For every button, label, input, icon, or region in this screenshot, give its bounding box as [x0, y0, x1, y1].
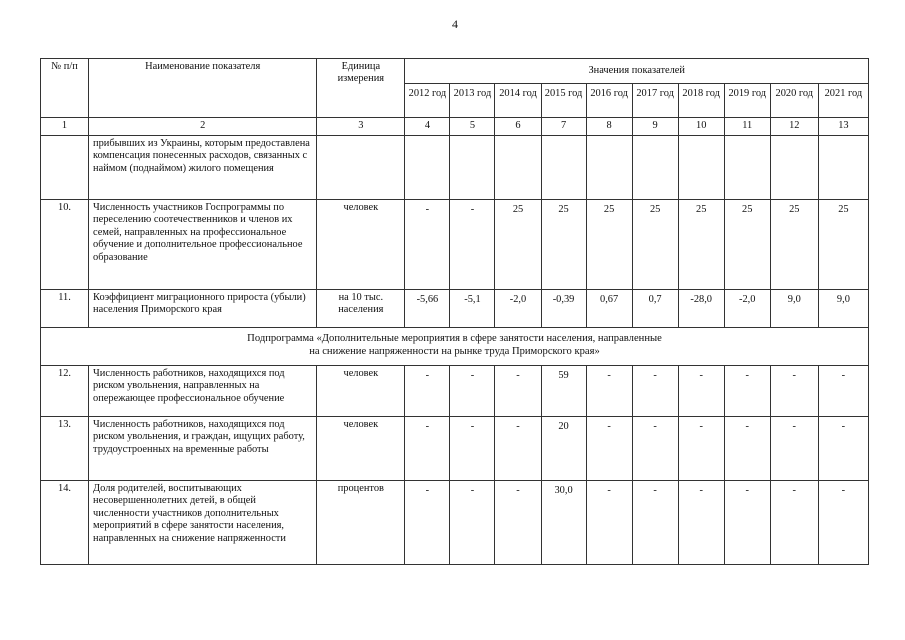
value-cell: -	[770, 366, 818, 417]
value-cell: -	[405, 481, 450, 565]
value-cell: -	[405, 417, 450, 481]
value-cell: -5,66	[405, 290, 450, 328]
column-index: 6	[495, 118, 541, 136]
value-cell: 9,0	[818, 290, 868, 328]
value-cell	[818, 136, 868, 200]
value-cell: -	[818, 417, 868, 481]
value-cell: 0,67	[586, 290, 632, 328]
value-cell: -	[450, 481, 495, 565]
value-cell: -	[724, 481, 770, 565]
header-year: 2012 год	[405, 84, 450, 118]
value-cell: -2,0	[495, 290, 541, 328]
value-cell	[770, 136, 818, 200]
unit: процентов	[317, 481, 405, 565]
value-cell: 20	[541, 417, 586, 481]
indicator-name: Численность работников, находящихся под риском увольнения, направленных на опережающее профессиональное обучение	[89, 366, 317, 417]
indicator-name: Численность работников, находящихся под риском увольнения, и граждан, ищущих работу, трудоустроенных на временные работы	[89, 417, 317, 481]
value-cell: -	[495, 366, 541, 417]
column-index: 9	[632, 118, 678, 136]
value-cell: 25	[632, 200, 678, 290]
value-cell: 25	[818, 200, 868, 290]
value-cell	[541, 136, 586, 200]
column-index: 13	[818, 118, 868, 136]
unit	[317, 136, 405, 200]
value-cell: 25	[770, 200, 818, 290]
value-cell: -	[678, 417, 724, 481]
value-cell: 25	[586, 200, 632, 290]
table-row	[41, 290, 869, 328]
value-cell: -	[586, 366, 632, 417]
value-cell: 9,0	[770, 290, 818, 328]
indicator-name: Доля родителей, воспитывающих несовершеннолетних детей, в общей численности участников дополнительных мероприятий в сфере занятости населения, направленных на снижение напряженности	[89, 481, 317, 565]
row-number: 10.	[41, 200, 89, 290]
value-cell: 0,7	[632, 290, 678, 328]
header-year: 2013 год	[450, 84, 495, 118]
column-index: 4	[405, 118, 450, 136]
subprogram-line: на снижение напряженности на рынке труда Приморского края»	[309, 345, 600, 357]
row-number	[41, 136, 89, 200]
header-year: 2019 год	[724, 84, 770, 118]
subprogram-line: Подпрограмма «Дополнительные мероприятия в сфере занятости населения, направленные	[247, 333, 662, 344]
row-number: 14.	[41, 481, 89, 565]
value-cell: -0,39	[541, 290, 586, 328]
value-cell: -28,0	[678, 290, 724, 328]
value-cell: -	[450, 366, 495, 417]
value-cell: 30,0	[541, 481, 586, 565]
subprogram-title	[41, 328, 869, 366]
value-cell: -	[818, 481, 868, 565]
value-cell: -	[678, 481, 724, 565]
value-cell: -	[770, 417, 818, 481]
column-index: 1	[41, 118, 89, 136]
value-cell: -	[405, 366, 450, 417]
column-index: 5	[450, 118, 495, 136]
table-row	[41, 417, 869, 481]
unit: человек	[317, 417, 405, 481]
value-cell: -	[818, 366, 868, 417]
indicators-table	[40, 58, 869, 565]
value-cell: -	[632, 481, 678, 565]
unit: человек	[317, 366, 405, 417]
column-index-row	[41, 118, 869, 136]
value-cell: -	[450, 200, 495, 290]
header-year: 2021 год	[818, 84, 868, 118]
value-cell: 59	[541, 366, 586, 417]
header-year: 2015 год	[541, 84, 586, 118]
table-row	[41, 366, 869, 417]
value-cell	[724, 136, 770, 200]
value-cell: -	[632, 366, 678, 417]
value-cell: -	[770, 481, 818, 565]
value-cell	[495, 136, 541, 200]
value-cell: -	[495, 417, 541, 481]
value-cell: -	[678, 366, 724, 417]
header-year: 2014 год	[495, 84, 541, 118]
table-row	[41, 136, 869, 200]
header-year: 2020 год	[770, 84, 818, 118]
value-cell: 25	[541, 200, 586, 290]
header-values: Значения показателей	[405, 59, 869, 84]
unit: человек	[317, 200, 405, 290]
column-index: 12	[770, 118, 818, 136]
header-num: № п/п	[41, 59, 89, 118]
table-row	[41, 200, 869, 290]
table-row	[41, 481, 869, 565]
value-cell: -2,0	[724, 290, 770, 328]
indicator-name: прибывших из Украины, которым предоставлена компенсация понесенных расходов, связанных с наймом (поднаймом) жилого помещения	[89, 136, 317, 200]
column-index: 11	[724, 118, 770, 136]
column-index: 3	[317, 118, 405, 136]
value-cell: -	[586, 481, 632, 565]
indicator-name: Коэффициент миграционного прироста (убыли) населения Приморского края	[89, 290, 317, 328]
value-cell: -	[586, 417, 632, 481]
header-unit: Единица измерения	[317, 59, 405, 118]
value-cell	[586, 136, 632, 200]
value-cell	[450, 136, 495, 200]
page-number: 4	[452, 17, 458, 31]
value-cell	[405, 136, 450, 200]
column-index: 8	[586, 118, 632, 136]
subprogram-row	[41, 328, 869, 366]
indicator-name: Численность участников Госпрограммы по переселению соотечественников и членов их семей, направленных на профессиональное обучение и дополнительное профессиональное образование	[89, 200, 317, 290]
unit: на 10 тыс. населения	[317, 290, 405, 328]
indicators-table-wrap	[40, 58, 869, 565]
row-number: 12.	[41, 366, 89, 417]
value-cell	[678, 136, 724, 200]
value-cell: -	[724, 366, 770, 417]
header-year: 2016 год	[586, 84, 632, 118]
value-cell: 25	[678, 200, 724, 290]
header-year: 2017 год	[632, 84, 678, 118]
value-cell: -5,1	[450, 290, 495, 328]
value-cell: -	[405, 200, 450, 290]
value-cell: 25	[495, 200, 541, 290]
value-cell: -	[450, 417, 495, 481]
column-index: 10	[678, 118, 724, 136]
row-number: 11.	[41, 290, 89, 328]
column-index: 7	[541, 118, 586, 136]
header-year: 2018 год	[678, 84, 724, 118]
value-cell: -	[724, 417, 770, 481]
value-cell: 25	[724, 200, 770, 290]
value-cell: -	[495, 481, 541, 565]
column-index: 2	[89, 118, 317, 136]
header-name: Наименование показателя	[89, 59, 317, 118]
value-cell	[632, 136, 678, 200]
value-cell: -	[632, 417, 678, 481]
row-number: 13.	[41, 417, 89, 481]
